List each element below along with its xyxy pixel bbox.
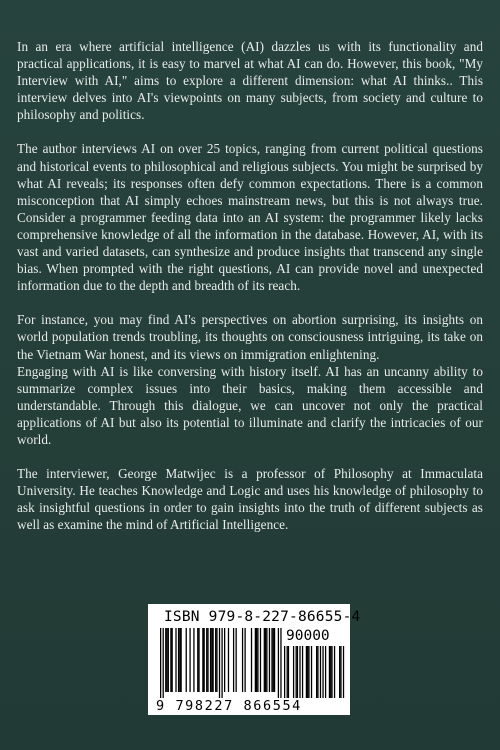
addon-bar [339,646,340,698]
addon-bar [329,646,330,698]
barcode-bar [189,628,190,692]
barcode-bar [198,628,199,692]
barcode-bar [197,628,198,692]
barcode-guard-bar [163,628,164,698]
barcode-bar [215,628,216,692]
barcode-bar [244,628,245,692]
barcode-bar [172,628,173,692]
addon-bar [330,646,331,698]
addon-bar [284,646,285,698]
barcode-bar [255,628,256,692]
barcode-bar [186,628,187,692]
barcode-bar [256,628,257,692]
barcode-bar [228,628,229,692]
barcode-bar [224,628,225,692]
barcode-bar [168,628,169,692]
barcode-bar [269,628,270,692]
addon-bar [334,646,335,698]
barcode-bar [178,628,179,692]
barcode-bar [204,628,205,692]
addon-bar [311,646,312,698]
barcode-bar [175,628,176,692]
barcode-bar [260,628,261,692]
barcode-bar [206,628,207,692]
barcode-bar [274,628,275,692]
addon-bar [296,646,297,698]
addon-bar [340,646,341,698]
barcode-guard-bar [160,628,161,698]
addon-bar [293,646,294,698]
addon-bar [322,646,323,698]
addon-bar [299,646,300,698]
isbn-label: ISBN 979-8-227-86655-4 [164,609,361,625]
addon-bar [307,646,308,698]
blurb-paragraph-4: Engaging with AI is like conversing with history itself. AI has an uncanny ability to summarize complex issues into their basics, making them accessible and understandable. Through this dialogue, we can uncover not only the practical applications of AI but also its potential to illuminate and clarify the intricacies of our world. [17,363,483,447]
barcode-bar [212,628,213,692]
barcode-bar [207,628,208,692]
barcode-guard-bar [280,628,281,698]
barcode-bar [210,628,211,692]
addon-bar [317,646,318,698]
addon-bar [320,646,321,698]
ean-digits: 9 798227 866554 [156,698,302,714]
barcode-bar [264,628,265,692]
blurb-paragraph-1: In an era where artificial intelligence (AI) dazzles us with its functionality and practical applications, it is easy to marvel at what AI can do. However, this book, "My Interview with AI," aims to explore a different dimension: what AI thinks.. This interview delves into AI's viewpoints on many subjects, from society and culture to philosophy and politics. [17,39,483,123]
isbn-barcode [148,604,361,715]
addon-bar [306,646,307,698]
addon-bar [288,646,289,698]
addon-bar [297,646,298,698]
barcode-bar [180,628,181,692]
addon-bar [325,646,326,698]
price-code: 90000 [286,628,330,644]
barcode-bar [265,628,266,692]
addon-bar [287,646,288,698]
barcode-bar [236,628,237,692]
barcode-bar [266,628,267,692]
barcode-guard-bar [219,628,220,698]
barcode-bar [202,628,203,692]
paragraph-gap [17,294,483,311]
barcode-bar [273,628,274,692]
barcode-guard-bar [221,628,222,698]
addon-bar [343,646,344,698]
addon-bar [316,646,317,698]
blurb-paragraph-3: For instance, you may find AI's perspectives on abortion surprising, its insights on world population trends troubling, its thoughts on consciousness intriguing, its take on the Vietnam War honest, and its views on immigration enlightening. [17,312,483,362]
barcode-bar [179,628,180,692]
author-bio-paragraph: The interviewer, George Matwijec is a professor of Philosophy at Immaculata University. He teaches Knowledge and Logic and uses his knowledge of philosophy to ask insightful questions in order to gain insights into the truth of different subjects as well as examine the mind of Artificial Intelligence. [17,466,483,533]
blurb-text [17,38,483,533]
addon-bar [302,646,303,698]
barcode-bar [211,628,212,692]
barcode-bar [233,628,234,692]
barcode-bar [242,628,243,692]
paragraph-gap [17,448,483,465]
barcode-guard-bar [278,628,279,698]
addon-bar [308,646,309,698]
addon-bar [331,646,332,698]
paragraph-gap [17,123,483,140]
barcode-bar [193,628,194,692]
barcode-bar [165,628,166,692]
barcode-bar [166,628,167,692]
barcode-bar [257,628,258,692]
barcode-bar [170,628,171,692]
barcode-bar [271,628,272,692]
barcode-bar [251,628,252,692]
barcode-bar [216,628,217,692]
blurb-paragraph-2: The author interviews AI on over 25 topics, ranging from current political questions and historical events to philosophical and religious subjects. You might be surprised by what AI reveals; its responses often defy common expectations. There is a common misconception that AI simply echoes mainstream news, but this is not always true. Consider a programmer feeding data into an AI system: the programmer likely lacks comprehensive knowledge of all the information in the database. However, AI, with its vast and varied datasets, can synthesize and produce insights that transcend any single bias. When prompted with the right questions, AI can provide novel and unexpected information due to the depth and breadth of its reach. [17,141,483,294]
